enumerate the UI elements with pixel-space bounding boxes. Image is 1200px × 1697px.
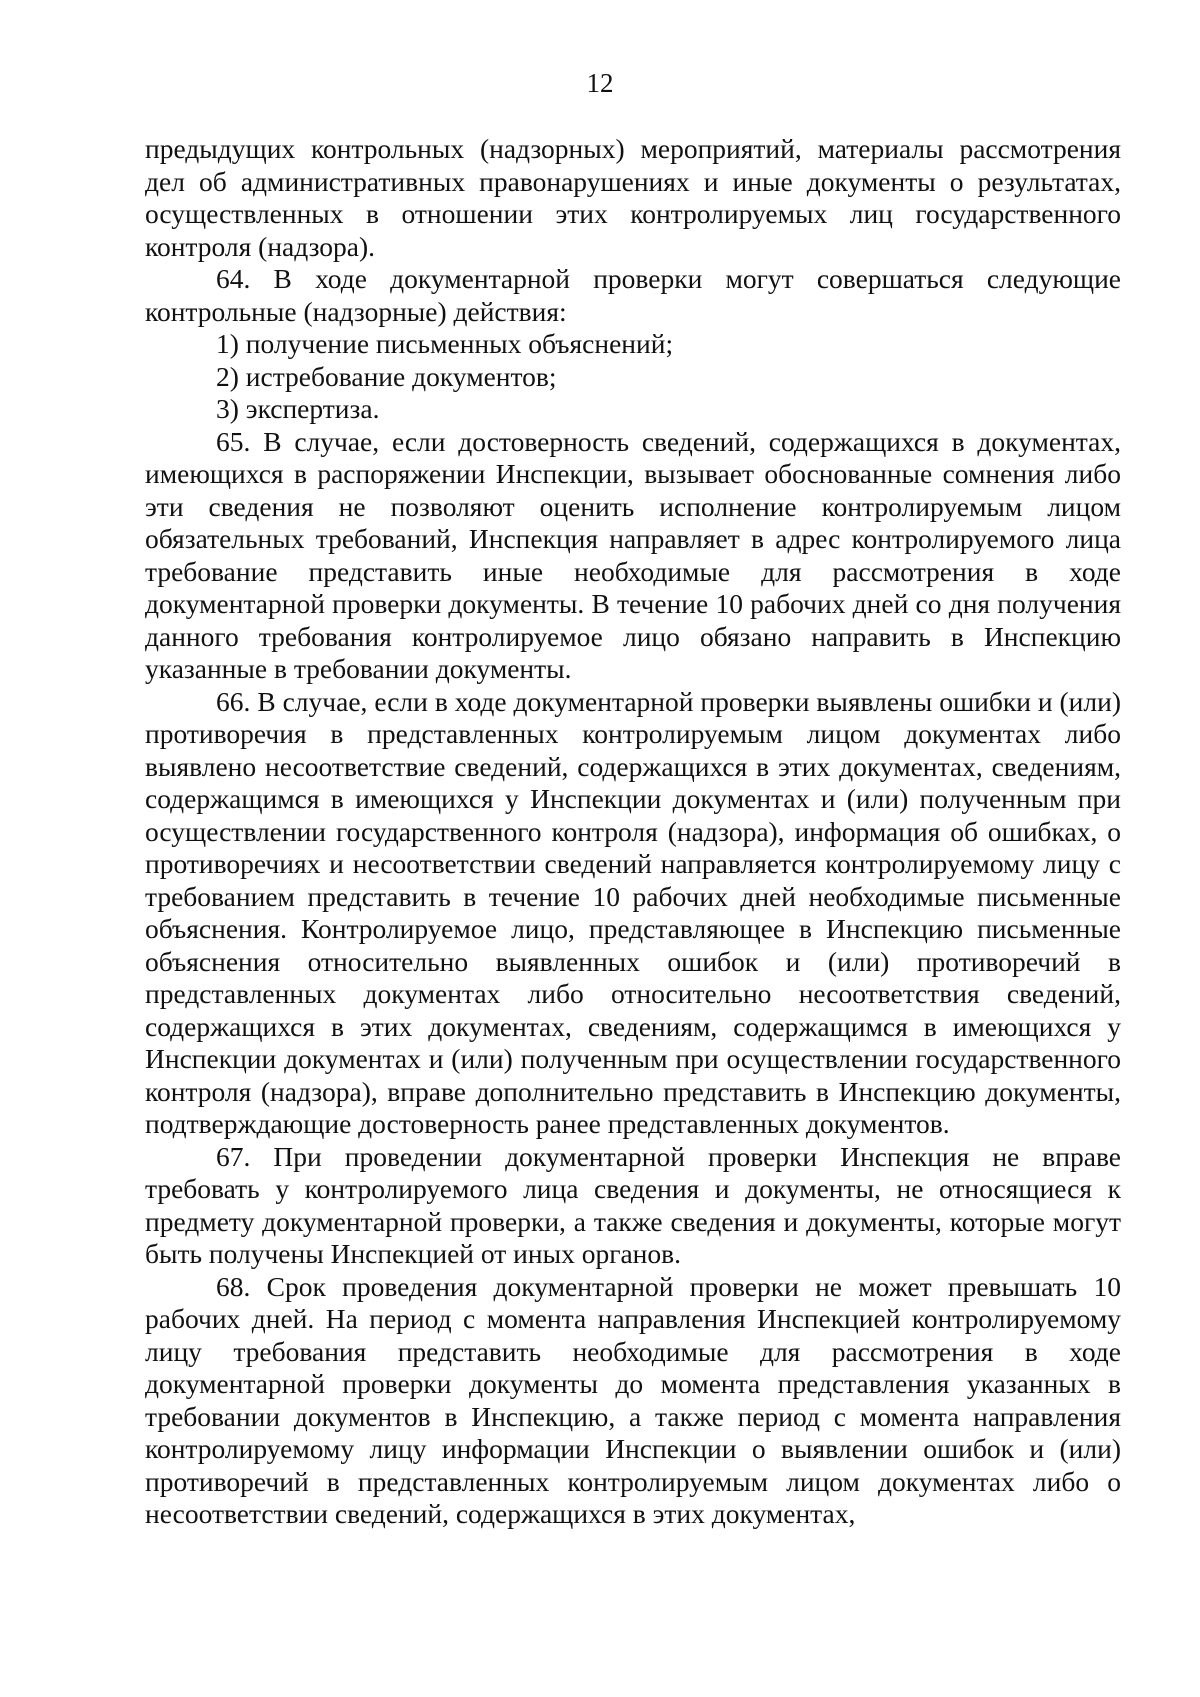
paragraph-64: 64. В ходе документарной проверки могут совершаться следующие контрольные (надзорные) действия: (145, 263, 1121, 327)
document-body (145, 133, 1121, 1531)
paragraph-65: 65. В случае, если достоверность сведений, содержащихся в документах, имеющихся в распоряжении Инспекции, вызывает обоснованные сомнения либо эти сведения не позволяют оценить исполнение контролируемым лицом обязательных требований, Инспекция направляет в адрес контролируемого лица требование представить иные необходимые для рассмотрения в ходе документарной проверки документы. В течение 10 рабочих дней со дня получения данного требования контролируемое лицо обязано направить в Инспекцию указанные в требовании документы. (145, 425, 1121, 684)
paragraph-68: 68. Срок проведения документарной проверки не может превышать 10 рабочих дней. На период с момента направления Инспекцией контролируемому лицу требования представить необходимые для рассмотрения в ходе документарной проверки документы до момента представления указанных в требовании документов в Инспекцию, а также период с момента направления контролируемому лицу информации Инспекции о выявлении ошибок и (или) противоречий в представленных контролируемым лицом документах либо о несоответствии сведений, содержащихся в этих документах, (145, 1270, 1121, 1529)
list-item-1: 1) получение письменных объяснений; (216, 328, 674, 359)
paragraph-67: 67. При проведении документарной проверки Инспекция не вправе требовать у контролируемого лица сведения и документы, не относящиеся к предмету документарной проверки, а также сведения и документы, которые могут быть получены Инспекцией от иных органов. (145, 1140, 1121, 1269)
page-number: 12 (586, 68, 614, 98)
paragraph-continued: предыдущих контрольных (надзорных) мероприятий, материалы рассмотрения дел об административных правонарушениях и иные документы о результатах, осуществленных в отношении этих контролируемых лиц государственного контроля (надзора). (145, 133, 1121, 262)
paragraph-66: 66. В случае, если в ходе документарной проверки выявлены ошибки и (или) противоречия в представленных контролируемым лицом документах либо выявлено несоответствие сведений, содержащихся в этих документах, сведениям, содержащимся в имеющихся у Инспекции документах и (или) полученным при осуществлении государственного контроля (надзора), информация об ошибках, о противоречиях и несоответствии сведений направляется контролируемому лицу с требованием представить в течение 10 рабочих дней необходимые письменные объяснения. Контролируемое лицо, представляющее в Инспекцию письменные объяснения относительно выявленных ошибок и (или) противоречий в представленных документах либо относительно несоответствия сведений, содержащихся в этих документах, сведениям, содержащимся в имеющихся у Инспекции документах и (или) полученным при осуществлении государственного контроля (надзора), вправе дополнительно представить в Инспекцию документы, подтверждающие достоверность ранее представленных документов. (145, 685, 1121, 1139)
list-item-2: 2) истребование документов; (216, 360, 557, 392)
list-item-3: 3) экспертиза. (216, 393, 380, 424)
